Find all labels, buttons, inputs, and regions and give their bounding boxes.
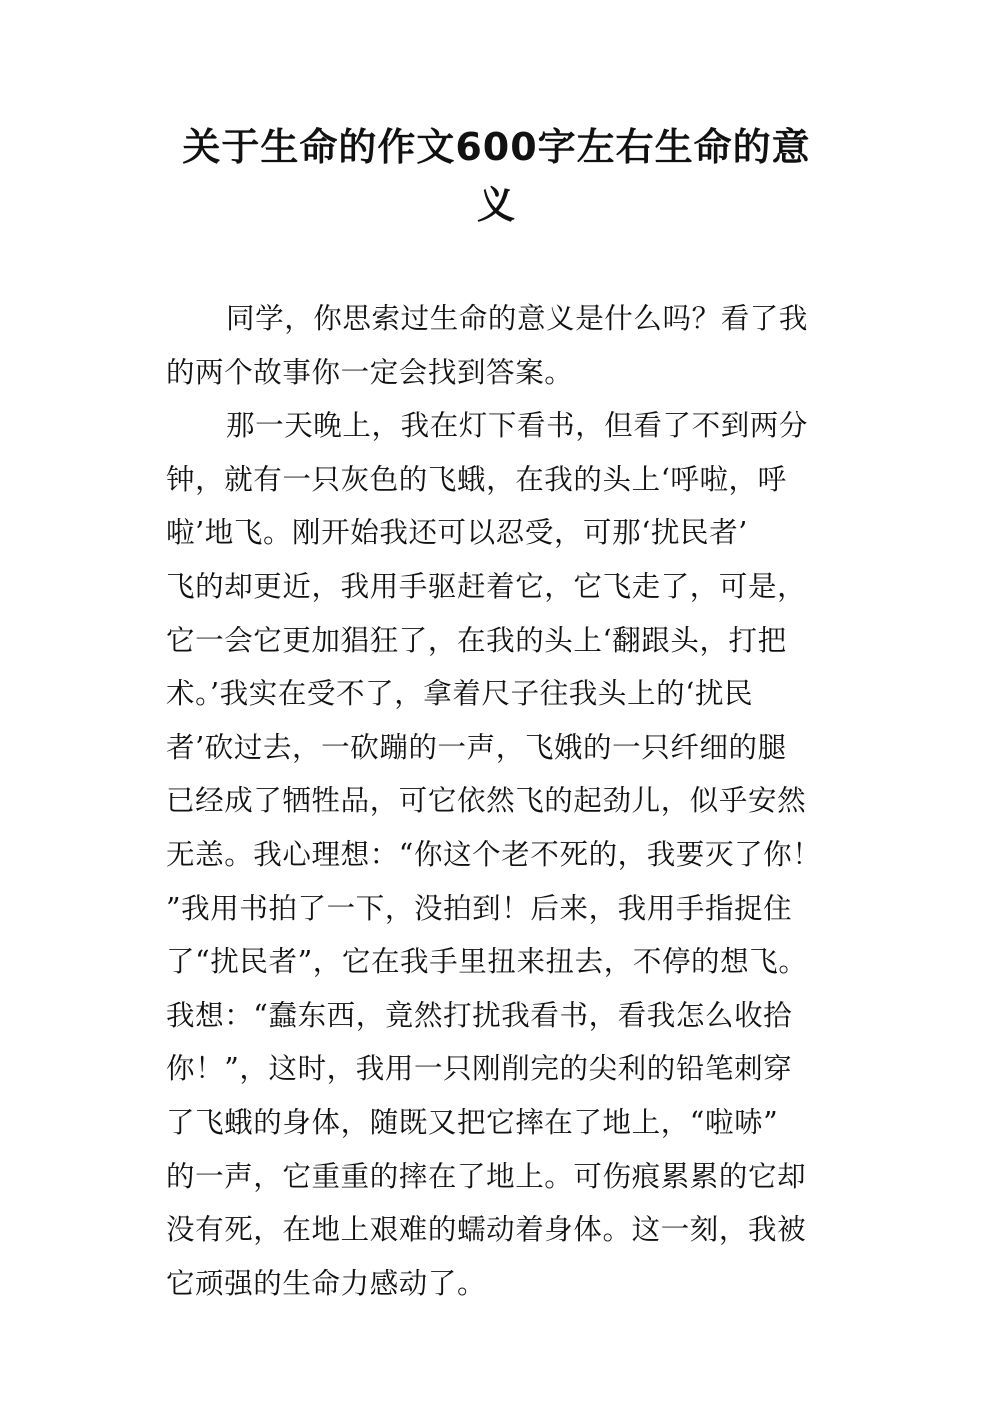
paragraph-2-line: 它一会它更加猖狂了，在我的头上‘翻跟头，打把 xyxy=(166,623,787,657)
paragraph-2-line: 钟，就有一只灰色的飞蛾，在我的头上‘呼啦，呼 xyxy=(166,462,787,496)
paragraph-2-line: 啦’地飞。刚开始我还可以忍受，可那‘扰民者’ xyxy=(166,516,748,550)
paragraph-2-line: ”我用书拍了一下，没拍到！后来，我用手指捉住 xyxy=(166,891,793,925)
paragraph-2-line: 没有死，在地上艰难的蠕动着身体。这一刻，我被 xyxy=(166,1213,807,1247)
title-line-1: 关于生命的作文600字左右生命的意 xyxy=(182,125,811,169)
document-title xyxy=(150,118,843,234)
paragraph-2-line-1: 那一天晚上，我在灯下看书，但看了不到两分 xyxy=(226,409,809,443)
paragraph-1-line-2: 的两个故事你一定会找到答案。 xyxy=(166,355,574,389)
paragraph-2-line: 了“扰民者”，它在我手里扭来扭去，不停的想飞。 xyxy=(166,945,808,979)
paragraph-2-line: 我想：“蠢东西，竟然打扰我看书，看我怎么收拾 xyxy=(166,998,793,1032)
paragraph-2-line: 术。’我实在受不了，拿着尺子往我头上的‘扰民 xyxy=(166,677,754,711)
paragraph-2-line-last: 它顽强的生命力感动了。 xyxy=(166,1266,487,1300)
paragraph-2-line: 了飞蛾的身体，随既又把它摔在了地上，“啦哧” xyxy=(166,1105,779,1139)
document-body xyxy=(166,292,842,1310)
paragraph-2-line: 无恙。我心理想：“你这个老不死的，我要灭了你！ xyxy=(166,837,822,871)
paragraph-2-line: 飞的却更近，我用手驱赶着它，它飞走了，可是， xyxy=(166,569,807,603)
paragraph-1-line-1: 同学，你思索过生命的意义是什么吗？看了我 xyxy=(226,302,809,335)
paragraph-2-line: 者’砍过去，一砍蹦的一声，飞娥的一只纤细的腿 xyxy=(166,730,787,764)
paragraph-2-line: 你！”，这时，我用一只刚削完的尖利的铅笔刺穿 xyxy=(166,1052,793,1086)
title-line-2: 义 xyxy=(476,183,516,227)
paragraph-2-line: 的一声，它重重的摔在了地上。可伤痕累累的它却 xyxy=(166,1159,807,1193)
paragraph-2-line: 已经成了牺牲品，可它依然飞的起劲儿，似乎安然 xyxy=(166,784,807,818)
